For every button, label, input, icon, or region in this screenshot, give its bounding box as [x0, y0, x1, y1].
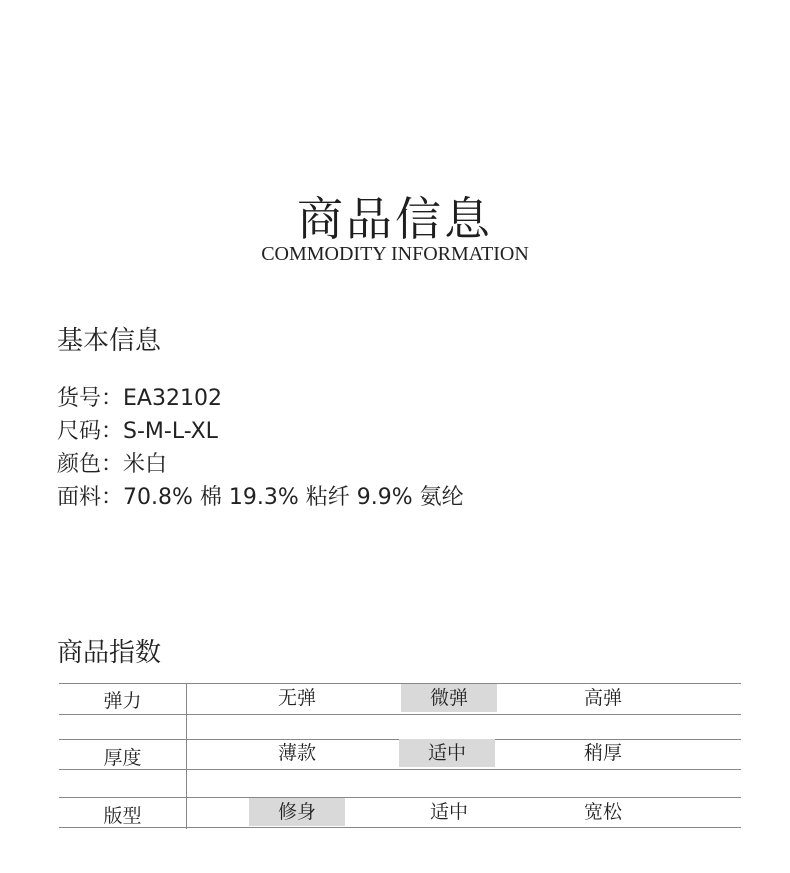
info-value: 70.8% 棉 19.3% 粘纤 9.9% 氨纶: [123, 485, 464, 510]
option-thickness-medium: 适中: [399, 739, 495, 767]
info-row-size: [57, 415, 464, 448]
product-index-table: [59, 683, 741, 829]
info-row-color: [57, 448, 464, 481]
option-fit-loose: 宽松: [583, 801, 622, 823]
info-row-sku: [57, 382, 464, 415]
index-label-fit: 版型: [103, 805, 142, 827]
info-key: 面料 ：: [57, 485, 123, 510]
info-value: EA32102: [123, 386, 222, 411]
info-key: 尺码 ：: [57, 419, 123, 444]
option-elasticity-none: 无弹: [277, 687, 316, 709]
info-value: 米白: [123, 452, 168, 477]
option-elasticity-high: 高弹: [583, 687, 622, 709]
info-row-fabric: [57, 481, 464, 514]
index-label-thickness: 厚度: [103, 747, 142, 769]
option-thickness-thick: 稍厚: [583, 742, 622, 764]
info-key: 货号 ：: [57, 386, 123, 411]
page-title: 商品信息: [297, 192, 493, 246]
table-divider: [59, 714, 741, 715]
index-heading: 商品指数: [57, 638, 162, 668]
basic-info-heading: 基本信息: [57, 326, 162, 356]
info-value: S-M-L-XL: [123, 419, 218, 444]
index-label-elasticity: 弹力: [103, 690, 142, 712]
table-column-divider: [186, 683, 187, 829]
basic-info-list: [57, 382, 464, 514]
page-subtitle: COMMODITY INFORMATION: [261, 243, 529, 265]
option-fit-regular: 适中: [429, 801, 468, 823]
option-thickness-thin: 薄款: [277, 742, 316, 764]
option-fit-slim: 修身: [249, 798, 345, 826]
option-elasticity-slight: 微弹: [401, 684, 497, 712]
info-key: 颜色 ：: [57, 452, 123, 477]
